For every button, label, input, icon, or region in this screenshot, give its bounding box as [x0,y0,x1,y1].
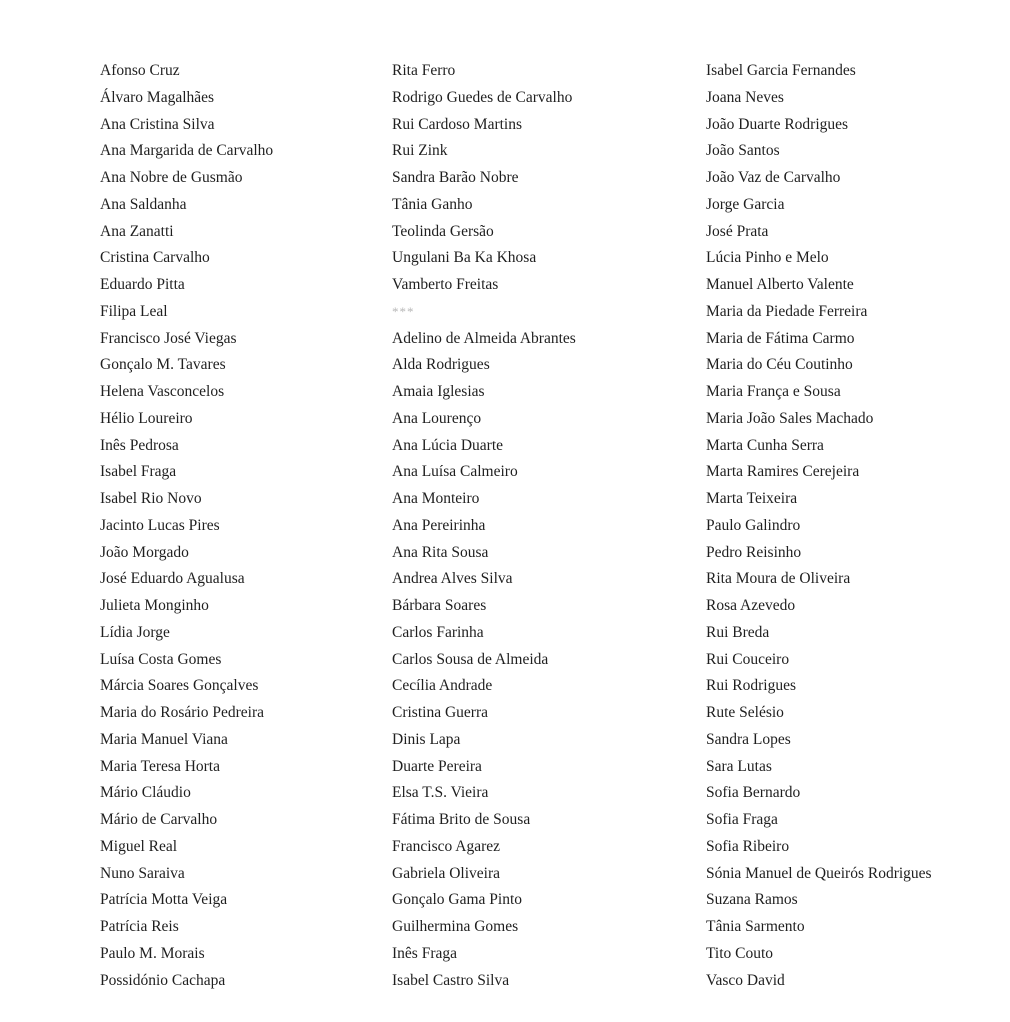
list-item: Vasco David [706,971,785,989]
list-item: Cristina Carvalho [100,249,210,267]
list-item: Fátima Brito de Sousa [392,811,531,828]
list-item: Álvaro Magalhães [100,88,215,106]
list-item: Jorge Garcia [706,195,785,213]
list-item: Paulo Galindro [706,516,801,534]
list-item: Ana Luísa Calmeiro [392,463,518,481]
list-item: Rita Moura de Oliveira [706,570,851,588]
list-item: Lúcia Pinho e Melo [706,249,829,267]
list-item: Elsa T.S. Vieira [392,784,489,802]
list-item: Sofia Bernardo [706,784,801,802]
list-item: Maria de Fátima Carmo [706,329,855,347]
list-item: Marta Cunha Serra [706,436,824,454]
list-item: Maria da Piedade Ferreira [706,302,868,320]
list-item: Joana Neves [706,88,784,106]
list-item: Isabel Rio Novo [100,490,202,507]
list-item: Rui Couceiro [706,650,790,668]
list-item: Ungulani Ba Ka Khosa [392,249,537,267]
list-item: Julieta Monginho [100,597,209,614]
list-item: Ana Saldanha [100,195,187,213]
list-item: José Eduardo Agualusa [100,570,245,588]
list-item: Maria do Céu Coutinho [706,356,853,374]
list-item: Cristina Guerra [392,704,488,721]
list-item: Isabel Castro Silva [392,971,510,989]
list-item: Afonso Cruz [100,62,180,79]
list-item: Tito Couto [706,944,774,962]
list-item: João Morgado [100,543,189,561]
list-item: Possidónio Cachapa [100,971,226,989]
list-item: Rute Selésio [706,704,784,721]
list-item: Gonçalo Gama Pinto [392,891,523,909]
list-item: Tânia Ganho [392,195,473,213]
list-item: Sara Lutas [706,757,772,775]
list-item: Inês Pedrosa [100,436,179,454]
list-item: Rodrigo Guedes de Carvalho [392,88,573,106]
list-item: Dinis Lapa [392,730,461,748]
list-item: Helena Vasconcelos [100,383,225,400]
list-item: José Prata [706,222,769,240]
list-item: Adelino de Almeida Abrantes [392,329,576,347]
list-item: Inês Fraga [392,944,457,962]
name-column-3 [706,58,1006,994]
list-item: Duarte Pereira [392,757,482,775]
list-item: Francisco José Viegas [100,329,237,347]
list-item: Rui Cardoso Martins [392,115,523,133]
list-item: Sofia Ribeiro [706,837,790,855]
list-item: Eduardo Pitta [100,276,185,293]
list-item: Maria Manuel Viana [100,730,228,748]
list-item: Luísa Costa Gomes [100,650,222,668]
list-item: Vamberto Freitas [392,276,499,293]
list-item: Mário Cláudio [100,784,191,802]
name-column-1 [100,58,370,994]
list-item: Márcia Soares Gonçalves [100,677,259,695]
list-item: Patrícia Reis [100,918,179,935]
section-separator: *** [392,303,415,319]
list-item: Rosa Azevedo [706,597,796,614]
list-item: Rui Zink [392,142,448,160]
list-item: Rui Rodrigues [706,677,796,695]
list-item: Paulo M. Morais [100,944,205,962]
name-column-2 [392,58,682,994]
list-item: Ana Nobre de Gusmão [100,169,243,186]
list-item: Marta Ramires Cerejeira [706,463,860,481]
list-item: Teolinda Gersão [392,222,494,240]
list-item: Lídia Jorge [100,623,170,641]
list-item: Ana Zanatti [100,222,174,240]
list-item: João Duarte Rodrigues [706,115,849,133]
list-item: Ana Lourenço [392,409,482,427]
list-item: Sandra Lopes [706,730,791,748]
list-item: Ana Rita Sousa [392,543,489,561]
list-item: Ana Monteiro [392,490,480,507]
list-item: Manuel Alberto Valente [706,276,854,293]
list-item: Gonçalo M. Tavares [100,356,226,374]
list-item: Gabriela Oliveira [392,864,501,882]
list-item: Suzana Ramos [706,891,798,909]
list-item: Jacinto Lucas Pires [100,516,220,534]
list-item: Ana Pereirinha [392,516,486,534]
list-item: Carlos Farinha [392,623,484,641]
list-item: Ana Lúcia Duarte [392,436,504,454]
list-item: Mário de Carvalho [100,811,218,828]
list-item: Carlos Sousa de Almeida [392,650,549,668]
list-item: Ana Cristina Silva [100,115,215,133]
list-item: Rui Breda [706,623,770,641]
list-item: Rita Ferro [392,62,456,79]
list-item: João Vaz de Carvalho [706,169,841,186]
list-item: Tânia Sarmento [706,918,805,935]
list-item: Maria do Rosário Pedreira [100,704,264,721]
list-item: João Santos [706,142,780,160]
list-item: Guilhermina Gomes [392,918,519,935]
list-item: Cecília Andrade [392,677,493,695]
list-item: Francisco Agarez [392,837,501,855]
list-item: Ana Margarida de Carvalho [100,142,274,160]
list-item: Pedro Reisinho [706,543,802,561]
list-item: Andrea Alves Silva [392,570,513,588]
list-item: Maria França e Sousa [706,383,841,400]
list-item: Hélio Loureiro [100,409,193,427]
list-item: Sofia Fraga [706,811,778,828]
list-item: Nuno Saraiva [100,864,185,882]
list-item: Sónia Manuel de Queirós Rodrigues [706,864,932,882]
list-item: Isabel Fraga [100,463,177,481]
list-item: Alda Rodrigues [392,356,490,374]
list-item: Maria João Sales Machado [706,409,874,427]
list-item: Bárbara Soares [392,597,487,614]
list-item: Marta Teixeira [706,490,798,507]
list-item: Maria Teresa Horta [100,757,220,775]
list-item: Amaia Iglesias [392,383,485,400]
list-item: Sandra Barão Nobre [392,169,519,186]
list-item: Miguel Real [100,837,178,855]
list-item: Filipa Leal [100,302,168,320]
list-item: Isabel Garcia Fernandes [706,62,856,79]
list-item: Patrícia Motta Veiga [100,891,228,909]
